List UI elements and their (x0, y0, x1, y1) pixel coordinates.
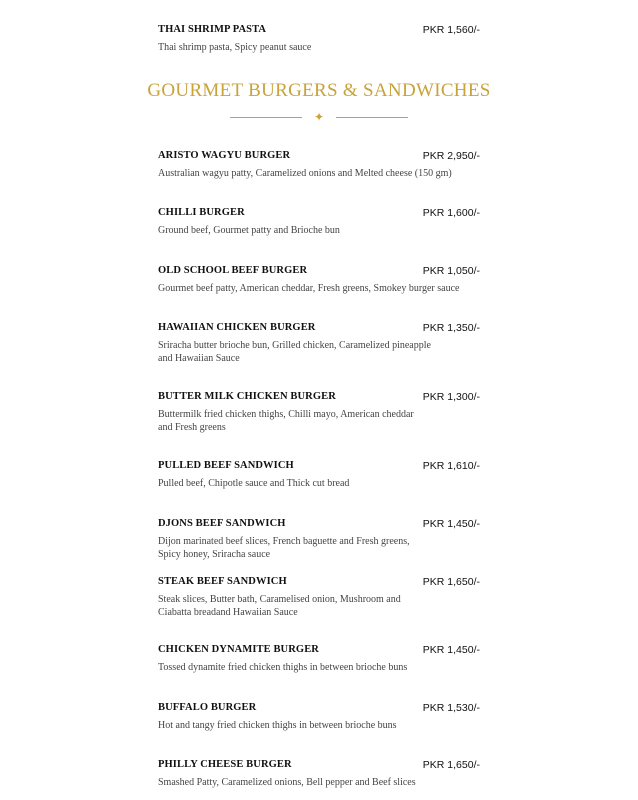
item-description: Hot and tangy fried chicken thighs in between brioche buns (158, 720, 397, 731)
menu-item (158, 701, 482, 732)
item-description: Dijon marinated beef slices, French baguette and Fresh greens, Spicy honey, Sriracha sauce (158, 536, 410, 560)
item-description: Australian wagyu patty, Caramelized onions and Melted cheese (150 gm) (158, 168, 452, 179)
item-price: PKR 1,600/- (422, 207, 480, 219)
item-price: PKR 1,610/- (422, 460, 480, 472)
item-description: Gourmet beef patty, American cheddar, Fresh greens, Smokey burger sauce (158, 283, 460, 294)
item-price: PKR 1,650/- (422, 576, 480, 588)
menu-item (158, 206, 482, 237)
item-name: OLD SCHOOL BEEF BURGER (158, 265, 308, 276)
item-name: PHILLY CHEESE BURGER (158, 759, 292, 770)
item-price: PKR 2,950/- (422, 150, 480, 162)
item-price: PKR 1,530/- (422, 702, 480, 714)
item-description: Sriracha butter brioche bun, Grilled chicken, Caramelized pineapple and Hawaiian Sauce (158, 340, 431, 364)
menu-item (158, 758, 482, 789)
item-name: HAWAIIAN CHICKEN BURGER (158, 322, 316, 333)
section-title: GOURMET BURGERS & SANDWICHES (147, 80, 491, 101)
item-price: PKR 1,350/- (422, 322, 480, 334)
item-name: BUTTER MILK CHICKEN BURGER (158, 391, 336, 402)
menu-item (158, 459, 482, 490)
item-price: PKR 1,300/- (422, 391, 480, 403)
item-price: PKR 1,050/- (422, 265, 480, 277)
menu-item (158, 264, 482, 295)
item-description: Smashed Patty, Caramelized onions, Bell pepper and Beef slices (158, 777, 416, 788)
menu-item-thai-shrimp-pasta (158, 23, 482, 54)
menu-item (158, 390, 482, 434)
item-description: Steak slices, Butter bath, Caramelised onion, Mushroom and Ciabatta breadand Hawaiian Sauce (158, 594, 401, 618)
item-name: THAI SHRIMP PASTA (158, 24, 267, 35)
item-description: Thai shrimp pasta, Spicy peanut sauce (158, 42, 312, 53)
item-name: DJONS BEEF SANDWICH (158, 518, 286, 529)
divider-line-left (230, 117, 302, 118)
menu-item (158, 575, 482, 619)
item-price: PKR 1,450/- (422, 518, 480, 530)
item-price: PKR 1,450/- (422, 644, 480, 656)
item-description: Pulled beef, Chipotle sauce and Thick cut bread (158, 478, 350, 489)
item-name: PULLED BEEF SANDWICH (158, 460, 294, 471)
item-name: CHILLI BURGER (158, 207, 245, 218)
item-description: Tossed dynamite fried chicken thighs in between brioche buns (158, 662, 408, 673)
menu-item (158, 643, 482, 674)
menu-item (158, 321, 482, 365)
item-name: BUFFALO BURGER (158, 702, 257, 713)
star-ornament-icon: ✦ (313, 110, 325, 124)
item-description: Ground beef, Gourmet patty and Brioche bun (158, 225, 340, 236)
divider-line-right (336, 117, 408, 118)
item-description: Buttermilk fried chicken thighs, Chilli mayo, American cheddar and Fresh greens (158, 409, 414, 433)
menu-item (158, 517, 482, 561)
menu-item (158, 149, 482, 180)
section-divider (0, 109, 638, 125)
item-name: STEAK BEEF SANDWICH (158, 576, 287, 587)
item-name: ARISTO WAGYU BURGER (158, 150, 291, 161)
item-price: PKR 1,650/- (422, 759, 480, 771)
item-price: PKR 1,560/- (422, 24, 480, 36)
item-name: CHICKEN DYNAMITE BURGER (158, 644, 319, 655)
